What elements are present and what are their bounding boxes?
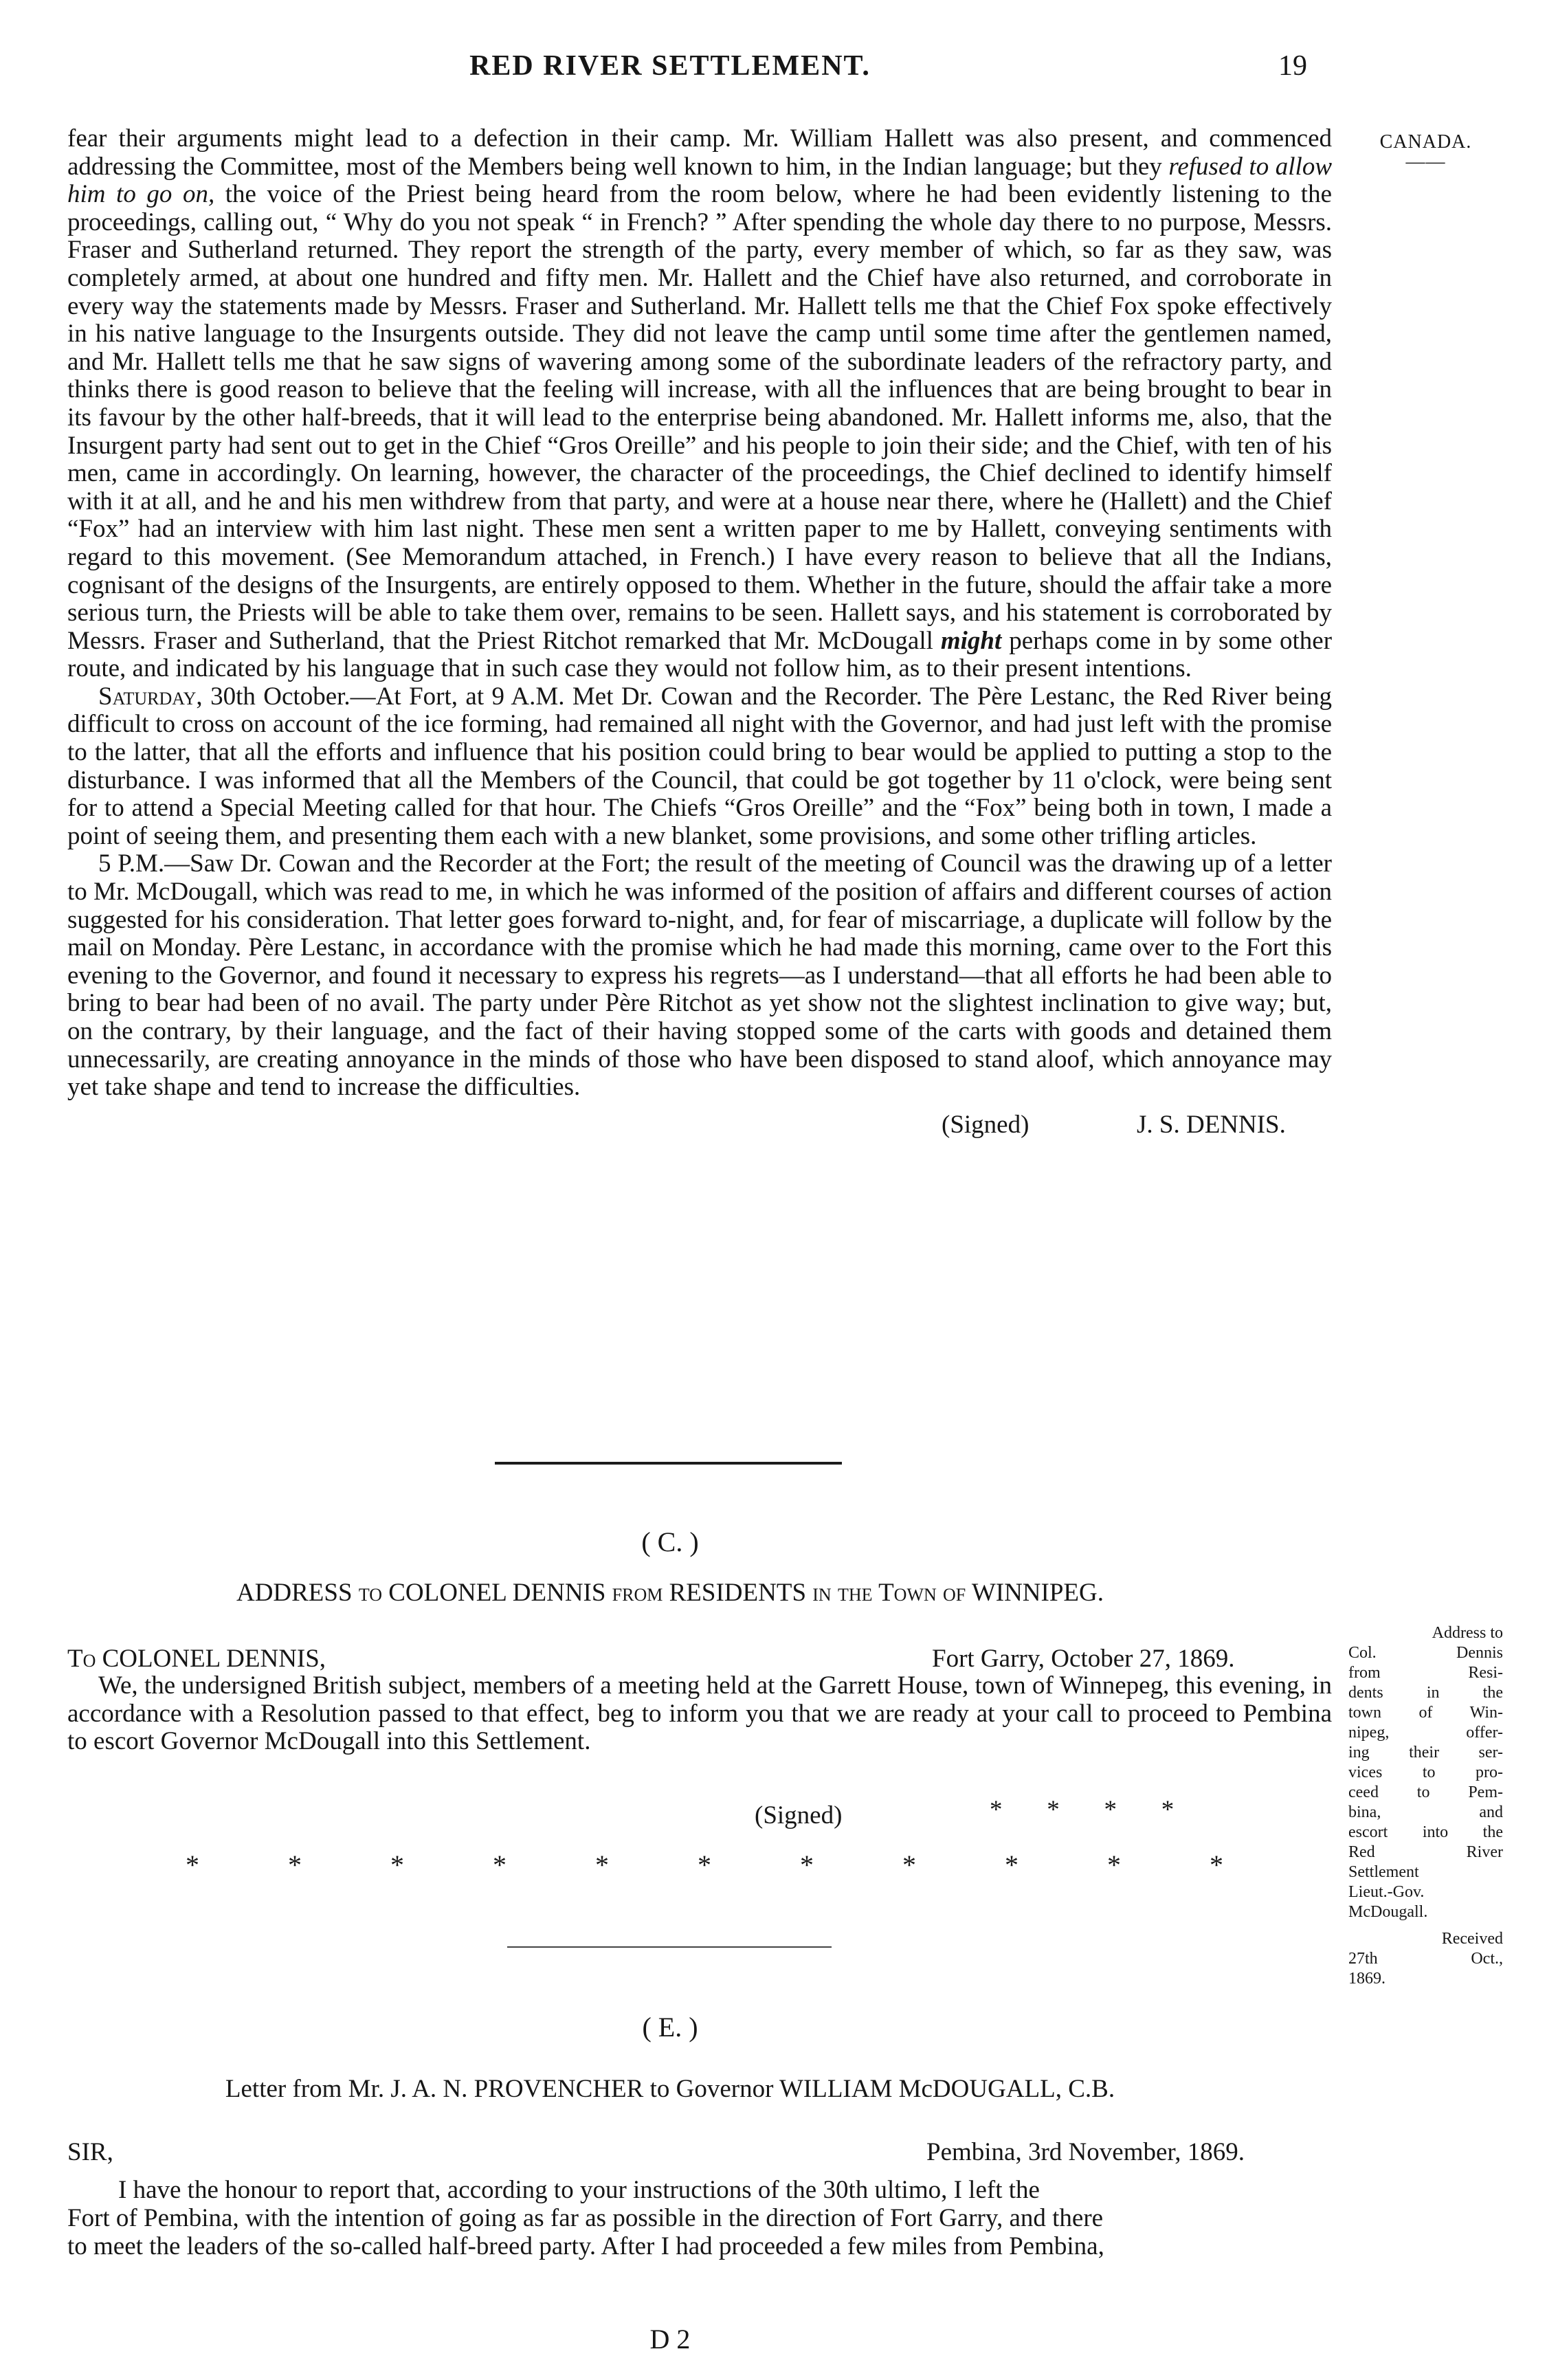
section-e-label: ( E. ) [642,2012,698,2043]
omission-star: * [186,1849,199,1880]
margin-address-line: Address to [1432,1624,1503,1642]
margin-note-address [1348,1623,1503,1989]
section-e-salutation: SIR, [67,2138,113,2166]
omission-star: * [595,1849,609,1880]
margin-address-line: ceed to Pem- [1348,1783,1503,1801]
margin-address-line: Col. Dennis [1348,1644,1503,1662]
report-paragraph-1 [67,125,1332,683]
omission-star: * [390,1849,404,1880]
section-c-place-date: Fort Garry, October 27, 1869. [932,1645,1235,1673]
section-c-label: ( C. ) [641,1526,699,1557]
report-paragraph-1-text-b: the voice of the Priest being heard from the room below, where he had been evidently listening to the proceedings, calling out, “ Why do you not speak “ in French? ” After spending the whole day there to no purpose, Messrs. Fraser and Sutherland returned. They report the strength of the party, every member of which, so far as they saw, was completely armed, at about one hundred and fifty men. Mr. Hallett and the Chief have also returned, and corroborate in every way the statements made by Messrs. Fraser and Sutherland. Mr. Hallett tells me that the Chief Fox spoke effectively in his native language to the Insurgents outside. They did not leave the camp until some time after the gentlemen named, and Mr. Hallett tells me that he saw signs of wavering among some of the subordinate leaders of the refractory party, and thinks there is good reason to believe that the feeling will increase, with all the influences that are being brought to bear in its favour by the other half-breeds, that it will lead to the enterprise being abandoned. Mr. Hallett informs me, also, that the Insurgent party had sent out to get in the Chief “Gros Oreille” and his people to join their side; and the Chief, with ten of his men, came in accordingly. On learning, however, the character of the proceedings, the Chief declined to identify himself with it at all, and he and his men withdrew from that party, and were at a house near there, where he (Hallett) and the Chief “Fox” had an interview with him last night. These men sent a written paper to me by Hallett, conveying sentiments with regard to this movement. (See Memorandum attached, in French.) I have every reason to believe that all the Indians, cognisant of the designs of the Insurgents, are entirely opposed to them. Whether in the future, should the affair take a more serious turn, the Priests will be able to take them over, remains to be seen. Hallett says, and his statement is corroborated by Messrs. Fraser and Sutherland, that the Priest Ritchot remarked that Mr. McDougall [67,180,1333,655]
section-e-caption-text: Letter from Mr. J. A. N. PROVENCHER to Governor WILLIAM McDOUGALL, C.B. [225,2075,1115,2103]
report-paragraph-2-text: 30th October.—At Fort, at 9 A.M. Met Dr. Cowan and the Recorder. The Père Lestanc, the Red River being difficult to cross on account of the ice forming, had remained all night with the Governor, and had just left with the promise to the latter, that all the efforts and influence that his position could bring to bear would be applied to putting a stop to the disturbance. I was informed that all the Members of the Council, that could be got together by 11 o'clock, were being sent for to attend a Special Meeting called for that hour. The Chiefs “Gros Oreille” and the “Fox” being both in town, I made a point of seeing them, and presenting them each with a new blanket, some provisions, and some other trifling articles. [67,682,1333,850]
report-signer-name: J. S. DENNIS. [1137,1110,1286,1139]
margin-address-line: Settlement [1348,1863,1419,1881]
section-e-body-line-2: Fort of Pembina, with the intention of going as far as possible in the direction of Fort Garry, and there [67,2204,1104,2232]
section-e-body-line-1: I have the honour to report that, according to your instructions of the 30th ultimo, I left the [118,2176,1040,2204]
report-paragraph-3-text: 5 P.M.—Saw Dr. Cowan and the Recorder at the Fort; the result of the meeting of Council was the drawing up of a letter to Mr. McDougall, which was read to me, in which he was informed of the position of affairs and different courses of action suggested for his consideration. That letter goes forward to-night, and, for fear of miscarriage, a duplicate will follow by the mail on Monday. Père Lestanc, in accordance with the promise which he had made this morning, came over to the Fort this evening to the Governor, and found it necessary to express his regrets—as I understand—that all efforts he had been able to bring to bear had been of no avail. The party under Père Ritchot as yet show not the slightest inclination to give way; but, on the contrary, by their language, and the fact of their having stopped some of the carts with goods and detained them unnecessarily, are creating annoyance in the minds of those who have been disposed to stand aloof, which annoyance may yet take shape and tend to increase the difficulties. [67,849,1332,1102]
margin-address-line: McDougall. [1348,1903,1428,1921]
section-c-caption: ADDRESS to COLONEL DENNIS from RESIDENTS in the Town of WINNIPEG. [236,1579,1104,1607]
section-c-salutation: To COLONEL DENNIS, [67,1645,326,1673]
omission-star: * [698,1849,711,1880]
report-signed-label: (Signed) [942,1110,1030,1139]
margin-address-line: dents in the [1348,1684,1503,1702]
margin-canada-dash: —— [1405,151,1446,173]
section-c-body: We, the undersigned British subject, members of a meeting held at the Garrett House, town of Winnepeg, this evening, in accordance with a Resolution passed to that effect, beg to inform you that we are ready at your call to proceed to Pembina to escort Governor McDougall into this Settlement. [67,1671,1332,1756]
section-divider-thin-rule [507,1946,832,1948]
margin-address-line: Red River [1348,1843,1503,1861]
section-c-signed-label: (Signed) [755,1801,843,1830]
margin-received-line: 27th Oct., [1348,1950,1503,1968]
printer-signature-mark: D 2 [649,2324,691,2355]
margin-note-canada [1348,132,1503,172]
margin-address-line: bina, and [1348,1803,1503,1821]
section-c-signature-stars: * * * * [990,1796,1175,1824]
margin-address-line: escort into the [1348,1823,1503,1841]
margin-received-line: 1869. [1348,1970,1385,1988]
report-paragraph-2-day: Saturday, [98,682,203,711]
report-signature [67,1102,1332,1143]
page-number: 19 [1278,50,1307,82]
margin-address-line: ing their ser- [1348,1744,1503,1761]
report-paragraph-1-text-c: perhaps come in by some other route, and indicated by his language that in such case they would not follow him, as to their present intentions. [67,626,1333,683]
section-e-body-line-3: to meet the leaders of the so-called half-breed party. After I had proceeded a few miles from Pembina, [67,2232,1104,2260]
omission-star: * [288,1849,302,1880]
margin-address-line: nipeg, offer- [1348,1724,1503,1742]
section-e-place-date: Pembina, 3rd November, 1869. [926,2138,1245,2166]
omission-stars-row [186,1849,1223,1881]
omission-star: * [493,1849,507,1880]
running-title: RED RIVER SETTLEMENT. [469,50,871,82]
report-text [67,125,1332,1143]
omission-star: * [800,1849,814,1880]
margin-address-line: vices to pro- [1348,1764,1503,1781]
section-e-caption [0,2074,1340,2104]
section-divider-rule [495,1462,842,1465]
report-paragraph-2 [67,683,1332,851]
margin-address-line: town of Win- [1348,1704,1503,1722]
omission-star: * [902,1849,916,1880]
report-paragraph-1-might: might [940,626,1002,655]
omission-star: * [1210,1849,1223,1880]
margin-canada-label: CANADA. [1379,131,1472,153]
margin-address-line: Lieut.-Gov. [1348,1883,1425,1901]
running-header [0,49,1547,91]
omission-star: * [1005,1849,1019,1880]
report-paragraph-3 [67,850,1332,1101]
omission-star: * [1107,1849,1121,1880]
margin-received-line: Received [1441,1930,1503,1948]
margin-address-line: from Resi- [1348,1664,1503,1682]
report-paragraph-1-italic: refused to allow him to go on, [67,152,1333,209]
report-paragraph-1-text: fear their arguments might lead to a defection in their camp. Mr. William Hallett was also present, and commenced addressing the Committee, most of the Members being well known to him, in the Indian language; but they [67,124,1332,181]
